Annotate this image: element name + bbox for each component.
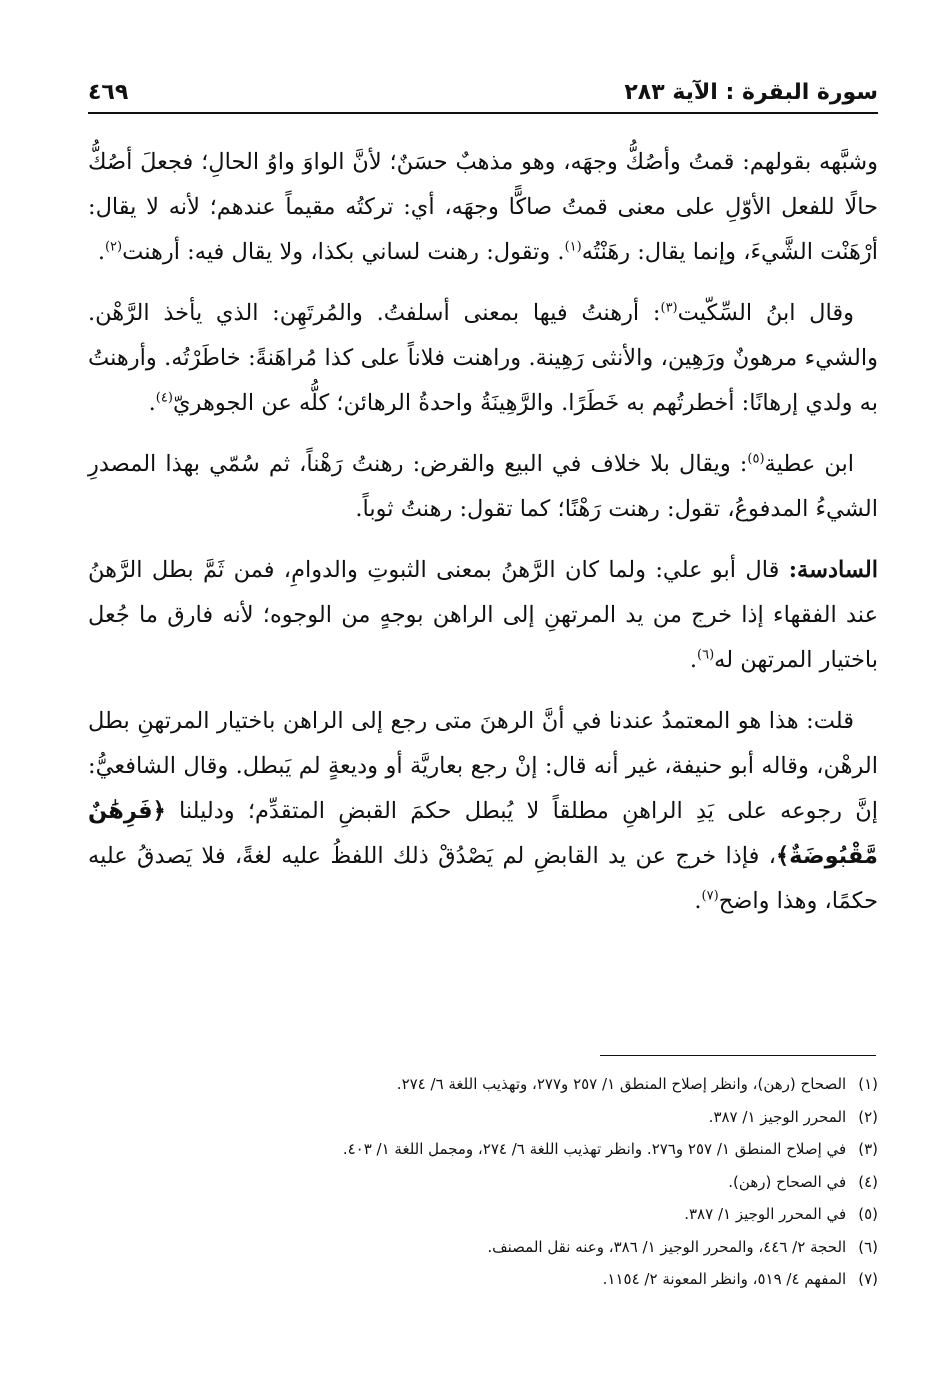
page-header [88, 72, 878, 114]
paragraph-1: وشبَّهه بقولهم: قمتُ وأصُكُّ وجهَه، وهو مذهبٌ حسَنٌ؛ لأنَّ الواوَ واوُ الحالِ؛ فجعلَ أصُكُّ حالًا للفعل الأوّلِ على معنى قمتُ صاكًّا وجهَه، أي: تركتُه مقيماً عندهم؛ لأنه لا يقال: أرْهَنْت الشَّيءَ، وإنما يقال: رهَنْتُه$^{(١)}$. وتقول: رهنت لساني بكذا، ولا يقال فيه: أرهنت$^{(٢)}$. [88, 149, 878, 265]
footnote-number: (٢) [858, 1107, 878, 1126]
footnote-number: (٤) [858, 1172, 878, 1191]
footnote [150, 1068, 878, 1101]
footnote-number: (٦) [858, 1237, 878, 1256]
footnote-number: (٧) [858, 1270, 878, 1288]
footnote-number: (١) [858, 1075, 878, 1093]
footnote [150, 1166, 878, 1199]
footnote [150, 1231, 878, 1264]
paragraph-3: ابن عطية$^{(٥)}$: ويقال بلا خلاف في البيع والقرض: رهنتُ رَهْناً، ثم سُمّي بهذا المصدرِ الشيءُ المدفوعُ، تقول: رهنت رَهْنًا؛ كما تقول: رهنتُ ثوباً. [88, 451, 878, 522]
footnote-ref-1[interactable]: (١) [564, 239, 582, 255]
footnote [150, 1133, 878, 1166]
footnote [150, 1198, 878, 1231]
footnote [150, 1101, 878, 1134]
footnote-ref-7[interactable]: (٧) [701, 888, 719, 904]
footnote-ref-5[interactable]: (٥) [747, 451, 765, 467]
footnote-text: في إصلاح المنطق ١/ ٢٥٧ و٢٧٦. وانظر تهذيب اللغة ٦/ ٢٧٤، ومجمل اللغة ١/ ٤٠٣. [342, 1140, 847, 1158]
footnote-text: في الصحاح (رهن). [728, 1172, 847, 1191]
footnote-number: (٣) [858, 1140, 878, 1158]
footnote-text: في المحرر الوجيز ١/ ٣٨٧. [684, 1205, 847, 1223]
footnote-number: (٥) [858, 1205, 878, 1223]
footnote-ref-2[interactable]: (٢) [104, 239, 123, 255]
footnote-ref-3[interactable]: (٣) [660, 300, 678, 316]
footnote-ref-6[interactable]: (٦) [697, 647, 715, 663]
page-number: ٤٦٩ [88, 79, 129, 105]
main-text [88, 140, 878, 940]
footnotes [150, 1068, 878, 1296]
footnote-separator [600, 1055, 876, 1056]
footnote-text: المفهم ٤/ ٥١٩، وانظر المعونة ٢/ ١١٥٤. [602, 1270, 847, 1288]
footnote-ref-4[interactable]: (٤) [155, 390, 173, 406]
section-label: السادسة: [788, 557, 878, 583]
footnote [150, 1263, 878, 1296]
footnote-text: المحرر الوجيز ١/ ٣٨٧. [708, 1107, 847, 1126]
quran-quote: ﴿فَرِهَٰنٌ مَّقْبُوضَةٌ﴾ [88, 798, 878, 869]
paragraph-5: قلت: هذا هو المعتمدُ عندنا في أنَّ الرهنَ متى رجع إلى الراهن باختيار المرتهنِ بطل الرهْن، وقاله أبو حنيفة، غير أنه قال: إنْ رجع بعاريَّة أو وديعةٍ لم يَبطل. وقال الشافعيُّ: إنَّ رجوعه على يَدِ الراهنِ مطلقاً لا يُبطل حكمَ القبضِ المتقدِّم؛ ودليلنا ﴿فَرِهَٰنٌ مَّقْبُوضَةٌ﴾، فإذا خرج عن يد القابضِ لم يَصْدُقْ ذلك اللفظُ عليه لغةً، فلا يَصدقُ عليه حكمًا، وهذا واضح$^{(٧)}$. [88, 708, 878, 914]
paragraph-2: وقال ابنُ السِّكّيت$^{(٣)}$: أرهنتُ فيها بمعنى أسلفتُ. والمُرتَهِن: الذي يأخذ الرَّهْن. والشيء مرهونٌ ورَهِين، والأنثى رَهِينة. وراهنت فلاناً على كذا مُراهَنةً: خاطَرْتُه. وأرهنتُ به ولدي إرهانًا: أخطرتُهم به خَطَرًا. والرَّهِينَةُ واحدةُ الرهائن؛ كلُّه عن الجوهريّ$^{(٤)}$. [88, 300, 878, 416]
running-title: سورة البقرة : الآية ٢٨٣ [624, 79, 878, 105]
footnote-text: الصحاح (رهن)، وانظر إصلاح المنطق ١/ ٢٥٧ و٢٧٧، وتهذيب اللغة ٦/ ٢٧٤. [396, 1075, 847, 1093]
paragraph-4: السادسة: قال أبو علي: ولما كان الرَّهنُ بمعنى الثبوتِ والدوامِ، فمن ثَمَّ بطل الرَّهنُ عند الفقهاء إذا خرج من يد المرتهنِ إلى الراهن بوجهٍ من الوجوه؛ لأنه فارق ما جُعل باختيار المرتهن له$^{(٦)}$. [88, 557, 878, 673]
footnote-text: الحجة ٢/ ٤٤٦، والمحرر الوجيز ١/ ٣٨٦، وعنه نقل المصنف. [487, 1237, 847, 1256]
